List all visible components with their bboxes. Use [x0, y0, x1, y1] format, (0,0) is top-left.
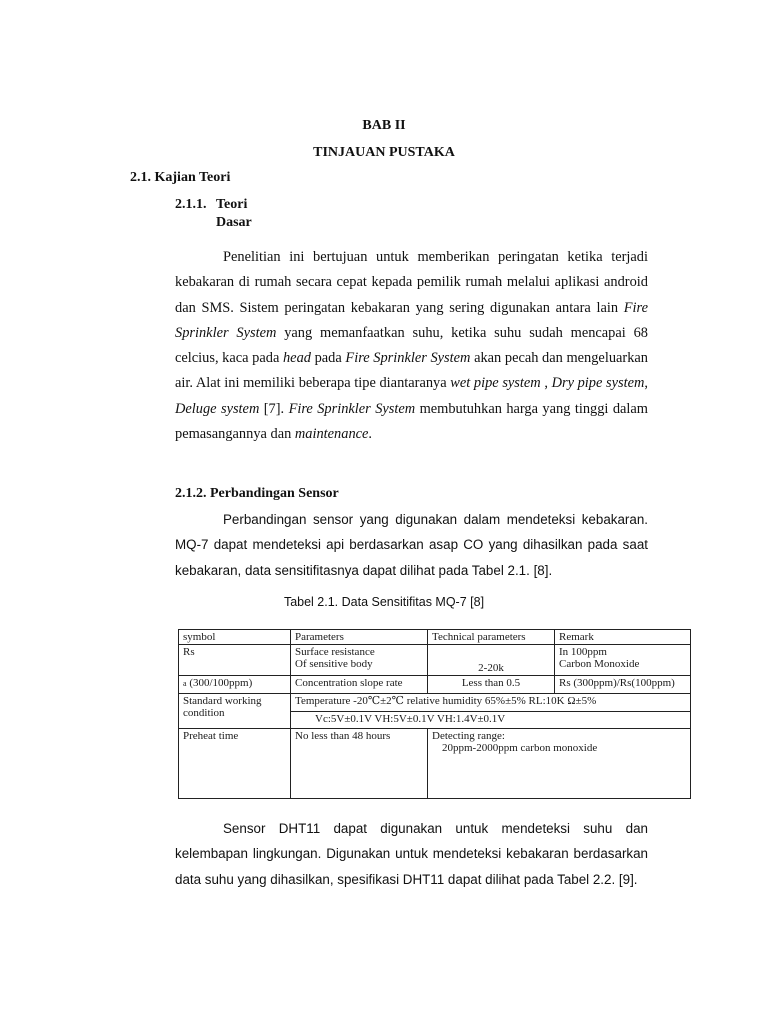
chapter-number: BAB II	[362, 118, 406, 133]
paragraph-perbandingan-sensor: Perbandingan sensor yang digunakan dalam mendeteksi kebakaran. MQ-7 dapat mendeteksi api berdasarkan asap CO yang dihasilkan pada saat kebakaran, data sensitifitasnya dapat dilihat pada Tabel 2.1. [8].	[175, 512, 648, 578]
header-symbol: symbol	[179, 630, 291, 645]
cell-alpha-remark: Rs (300ppm)/Rs(100ppm)	[555, 676, 691, 694]
mq7-sensitivity-table	[178, 629, 691, 799]
cell-standard-voltages: Vc:5V±0.1V VH:5V±0.1V VH:1.4V±0.1V	[291, 711, 691, 728]
section-title-2-1-1-line1: Teori	[216, 197, 248, 212]
paragraph-dht11: Sensor DHT11 dapat digunakan untuk mendeteksi suhu dan kelembapan lingkungan. Digunakan untuk mendeteksi kebakaran berdasarkan data suhu yang dihasilkan, spesifikasi DHT11 dapat dilihat pada Tabel 2.2. [9].	[175, 821, 648, 887]
header-technical-parameters: Technical parameters	[428, 630, 555, 645]
section-number-2-1-1: 2.1.1.	[175, 197, 207, 212]
table-header-row	[179, 630, 691, 645]
cell-alpha-symbol: a (300/100ppm)	[179, 676, 291, 694]
cell-standard-label: Standard working condition	[179, 694, 291, 729]
header-remark: Remark	[555, 630, 691, 645]
cell-rs-remark: In 100ppm Carbon Monoxide	[555, 645, 691, 676]
cell-alpha-parameter: Concentration slope rate	[291, 676, 428, 694]
table-row	[179, 645, 691, 676]
paragraph-teori-dasar: Penelitian ini bertujuan untuk memberikan peringatan ketika terjadi kebakaran di rumah secara cepat kepada pemilik rumah melalui aplikasi android dan SMS. Sistem peringatan kebakaran yang sering digunakan antara lain Fire Sprinkler System yang memanfaatkan suhu, ketika suhu sudah mencapai 68 celcius, kaca pada head pada Fire Sprinkler System akan pecah dan mengeluarkan air. Alat ini memiliki beberapa tipe diantaranya wet pipe system , Dry pipe system, Deluge system [7]. Fire Sprinkler System membutuhkan harga yang tinggi dalam pemasangannya dan maintenance.	[175, 249, 648, 443]
cell-rs-value: 2-20k	[428, 645, 555, 676]
cell-rs-parameter: Surface resistance Of sensitive body	[291, 645, 428, 676]
chapter-title: TINJAUAN PUSTAKA	[313, 145, 455, 160]
section-heading-2-1: 2.1. Kajian Teori	[130, 170, 231, 185]
cell-standard-conditions: Temperature -20℃±2℃ relative humidity 65%±5% RL:10K Ω±5%	[291, 694, 691, 711]
section-title-2-1-1-line2: Dasar	[216, 215, 252, 230]
header-parameters: Parameters	[291, 630, 428, 645]
cell-preheat-label: Preheat time	[179, 729, 291, 799]
table-row	[179, 694, 691, 711]
section-heading-2-1-2: 2.1.2. Perbandingan Sensor	[175, 486, 339, 501]
cell-alpha-value: Less than 0.5	[428, 676, 555, 694]
cell-preheat-value: No less than 48 hours	[291, 729, 428, 799]
cell-rs-symbol: Rs	[179, 645, 291, 676]
table-row	[179, 676, 691, 694]
table-caption: Tabel 2.1. Data Sensitifitas MQ-7 [8]	[283, 595, 485, 609]
table-row	[179, 729, 691, 799]
cell-detecting-range: Detecting range: 20ppm-2000ppm carbon monoxide	[428, 729, 691, 799]
